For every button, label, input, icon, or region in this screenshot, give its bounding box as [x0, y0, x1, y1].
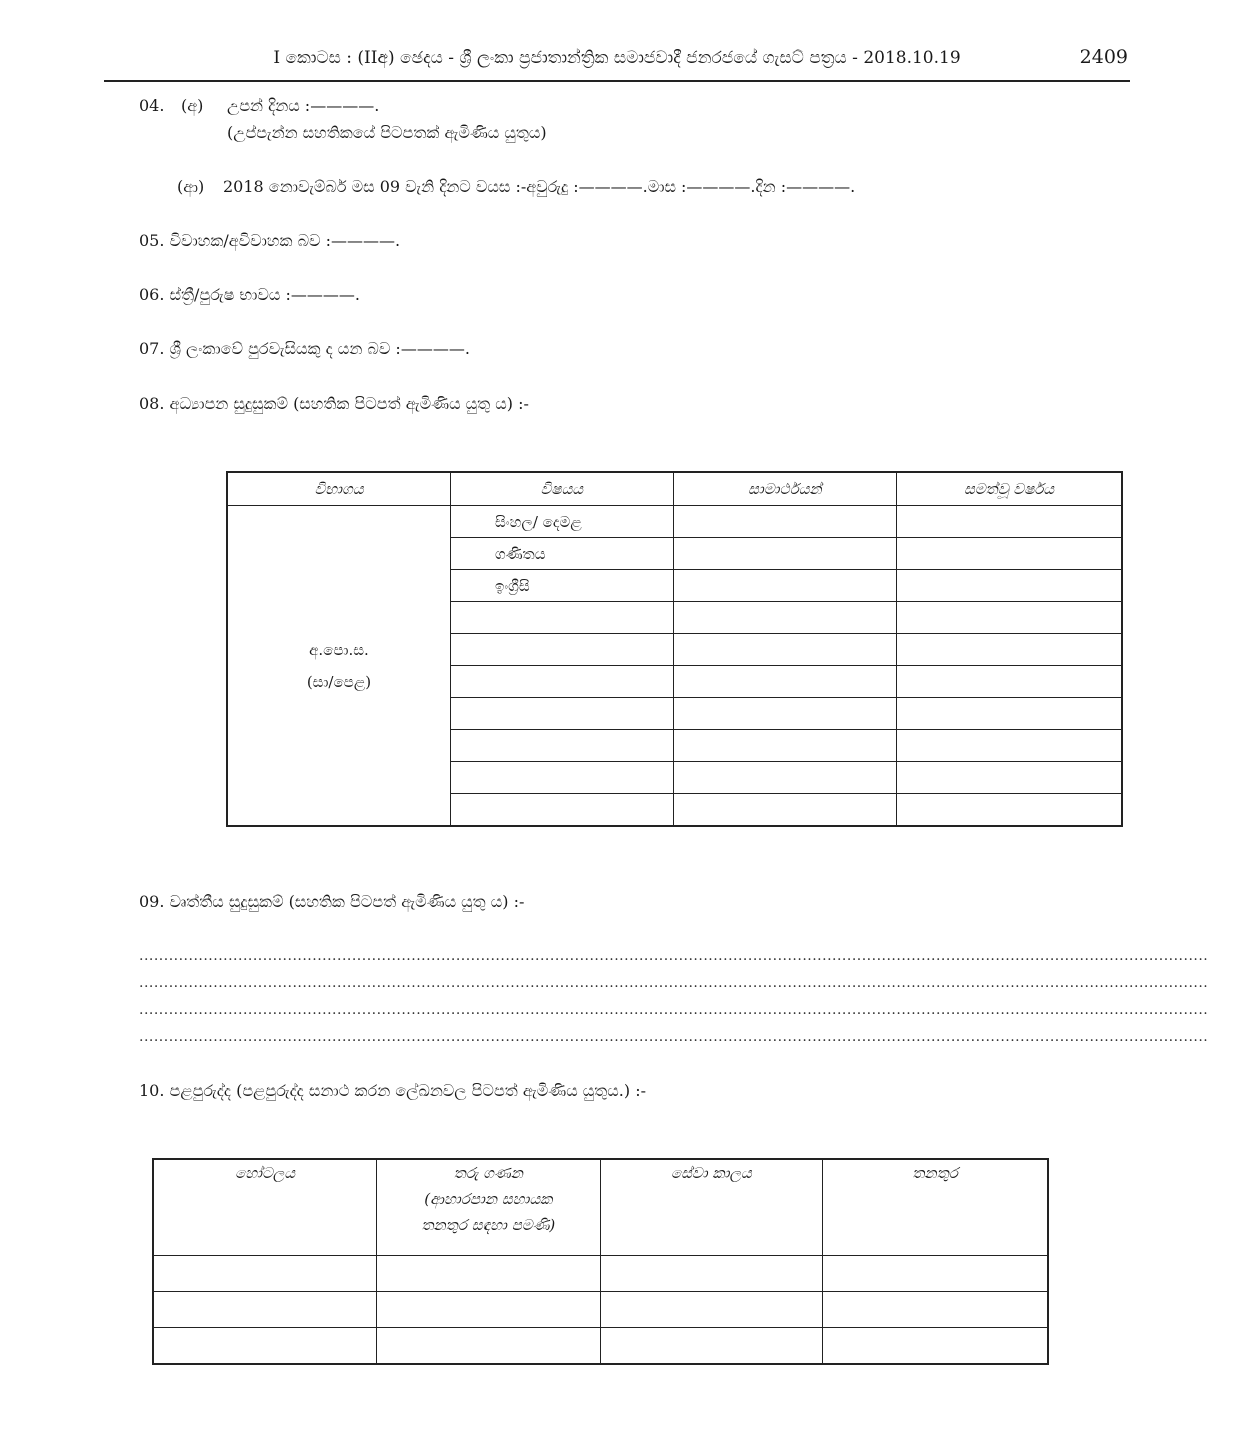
star-rating-note-line2: තනතුර සඳහා පමණි) — [421, 1216, 556, 1234]
item-07-citizenship: 07. ශ්‍රී ලංකාවේ පුරවැසියකු ද යන බව :————. — [139, 339, 470, 358]
subject-cell: සිංහල/ දෙමළ — [450, 506, 673, 538]
subject-cell: ගණිතය — [450, 538, 673, 570]
column-header-star-rating — [377, 1159, 601, 1256]
passes-cell[interactable] — [673, 538, 897, 570]
item-04b-label: (ආ) — [177, 177, 205, 196]
year-cell[interactable] — [897, 602, 1122, 634]
year-cell[interactable] — [897, 506, 1122, 538]
passes-cell[interactable] — [673, 634, 897, 666]
passes-cell[interactable] — [673, 698, 897, 730]
passes-cell[interactable] — [673, 602, 897, 634]
experience-table — [152, 1158, 1049, 1365]
star-rating-cell[interactable] — [377, 1256, 601, 1292]
item-04a — [139, 96, 379, 116]
item-06-gender: 06. ස්ත්‍රී/පුරුෂ භාවය :————. — [139, 285, 360, 304]
birth-date-field: උපන් දිනය :————. — [227, 96, 380, 115]
position-cell[interactable] — [823, 1256, 1048, 1292]
exam-name: අ.පො.ස. — [309, 640, 369, 659]
year-cell[interactable] — [897, 762, 1122, 794]
dotted-answer-line[interactable]: ........................................................................................................................................................................................................................ — [139, 948, 1209, 964]
subject-cell[interactable] — [450, 762, 673, 794]
table-row — [153, 1256, 1048, 1292]
service-period-cell[interactable] — [600, 1292, 822, 1328]
service-period-cell[interactable] — [600, 1328, 822, 1365]
item-04a-label: (අ) — [181, 96, 204, 115]
star-rating-cell[interactable] — [377, 1328, 601, 1365]
subject-cell[interactable] — [450, 698, 673, 730]
item-04b — [177, 177, 855, 197]
exam-level: (සා/පෙළ) — [306, 672, 372, 691]
year-cell[interactable] — [897, 666, 1122, 698]
passes-cell[interactable] — [673, 794, 897, 827]
passes-cell[interactable] — [673, 762, 897, 794]
position-cell[interactable] — [823, 1328, 1048, 1365]
column-header-service-period: සේවා කාලය — [600, 1159, 822, 1256]
header-rule — [104, 80, 1130, 82]
year-cell[interactable] — [897, 698, 1122, 730]
passes-cell[interactable] — [673, 730, 897, 762]
item-09-professional-qualifications: 09. වෘත්තීය සුදුසුකම් (සහතික පිටපත් ඇමිණිය යුතු ය) :- — [139, 892, 525, 911]
hotel-cell[interactable] — [153, 1256, 377, 1292]
subject-cell[interactable] — [450, 794, 673, 827]
table-row — [153, 1292, 1048, 1328]
star-rating-note-line1: (ආහාරපාන සහායක — [424, 1190, 553, 1208]
year-cell[interactable] — [897, 634, 1122, 666]
column-header-year: සමත්වූ වර්ෂය — [897, 472, 1122, 506]
year-cell[interactable] — [897, 538, 1122, 570]
subject-cell: ඉංග්‍රීසි — [450, 570, 673, 602]
dotted-answer-line[interactable]: ........................................................................................................................................................................................................................ — [139, 975, 1209, 991]
column-header-subject: විෂයය — [450, 472, 673, 506]
year-cell[interactable] — [897, 570, 1122, 602]
age-field: 2018 නොවැම්බර් මස 09 වැනි දිනට වයස :-අවුරුදු :————.මාස :————.දින :————. — [223, 177, 856, 196]
exam-cell — [227, 506, 450, 827]
column-header-position: තනතුර — [823, 1159, 1048, 1256]
item-08-education: 08. අධ්‍යාපන සුදුසුකම් (සහතික පිටපත් ඇමිණිය යුතු ය) :- — [139, 394, 529, 413]
experience-table-header — [153, 1159, 1048, 1256]
passes-cell[interactable] — [673, 506, 897, 538]
page-number: 2409 — [1079, 46, 1128, 68]
year-cell[interactable] — [897, 794, 1122, 827]
hotel-cell[interactable] — [153, 1328, 377, 1365]
star-rating-cell[interactable] — [377, 1292, 601, 1328]
education-table — [226, 471, 1123, 827]
dotted-answer-line[interactable]: ........................................................................................................................................................................................................................ — [139, 1002, 1209, 1018]
dotted-answer-line[interactable]: ........................................................................................................................................................................................................................ — [139, 1029, 1209, 1045]
service-period-cell[interactable] — [600, 1256, 822, 1292]
item-04-number: 04. — [139, 96, 165, 115]
education-table-header — [227, 472, 1122, 506]
column-header-hotel: හෝටලය — [153, 1159, 377, 1256]
column-header-passes: සාමාර්ථයන් — [673, 472, 897, 506]
column-header-exam: විභාගය — [227, 472, 450, 506]
gazette-header-title: I කොටස : (IIඅ) ඡෙදය - ශ්‍රී ලංකා ප්‍රජාතාන්ත්‍රික සමාජවාදී ජනරජයේ ගැසට් පත්‍රය - 2018.10.19 — [273, 48, 961, 68]
hotel-cell[interactable] — [153, 1292, 377, 1328]
item-05-marital-status: 05. විවාහක/අවිවාහක බව :————. — [139, 231, 401, 250]
page-header — [104, 44, 1130, 78]
passes-cell[interactable] — [673, 666, 897, 698]
year-cell[interactable] — [897, 730, 1122, 762]
item-10-experience: 10. පළපුරුද්ද (පළපුරුද්ද සනාථ කරන ලේඛනවල පිටපත් ඇමිණිය යුතුය.) :- — [139, 1081, 647, 1100]
table-row — [153, 1328, 1048, 1365]
table-row — [227, 506, 1122, 538]
subject-cell[interactable] — [450, 666, 673, 698]
subject-cell[interactable] — [450, 634, 673, 666]
subject-cell[interactable] — [450, 730, 673, 762]
passes-cell[interactable] — [673, 570, 897, 602]
position-cell[interactable] — [823, 1292, 1048, 1328]
subject-cell[interactable] — [450, 602, 673, 634]
item-04a-note: (උප්පැන්න සහතිකයේ පිටපතක් ඇමිණිය යුතුය) — [227, 123, 547, 142]
star-rating-label: තරු ගණන — [453, 1164, 523, 1182]
